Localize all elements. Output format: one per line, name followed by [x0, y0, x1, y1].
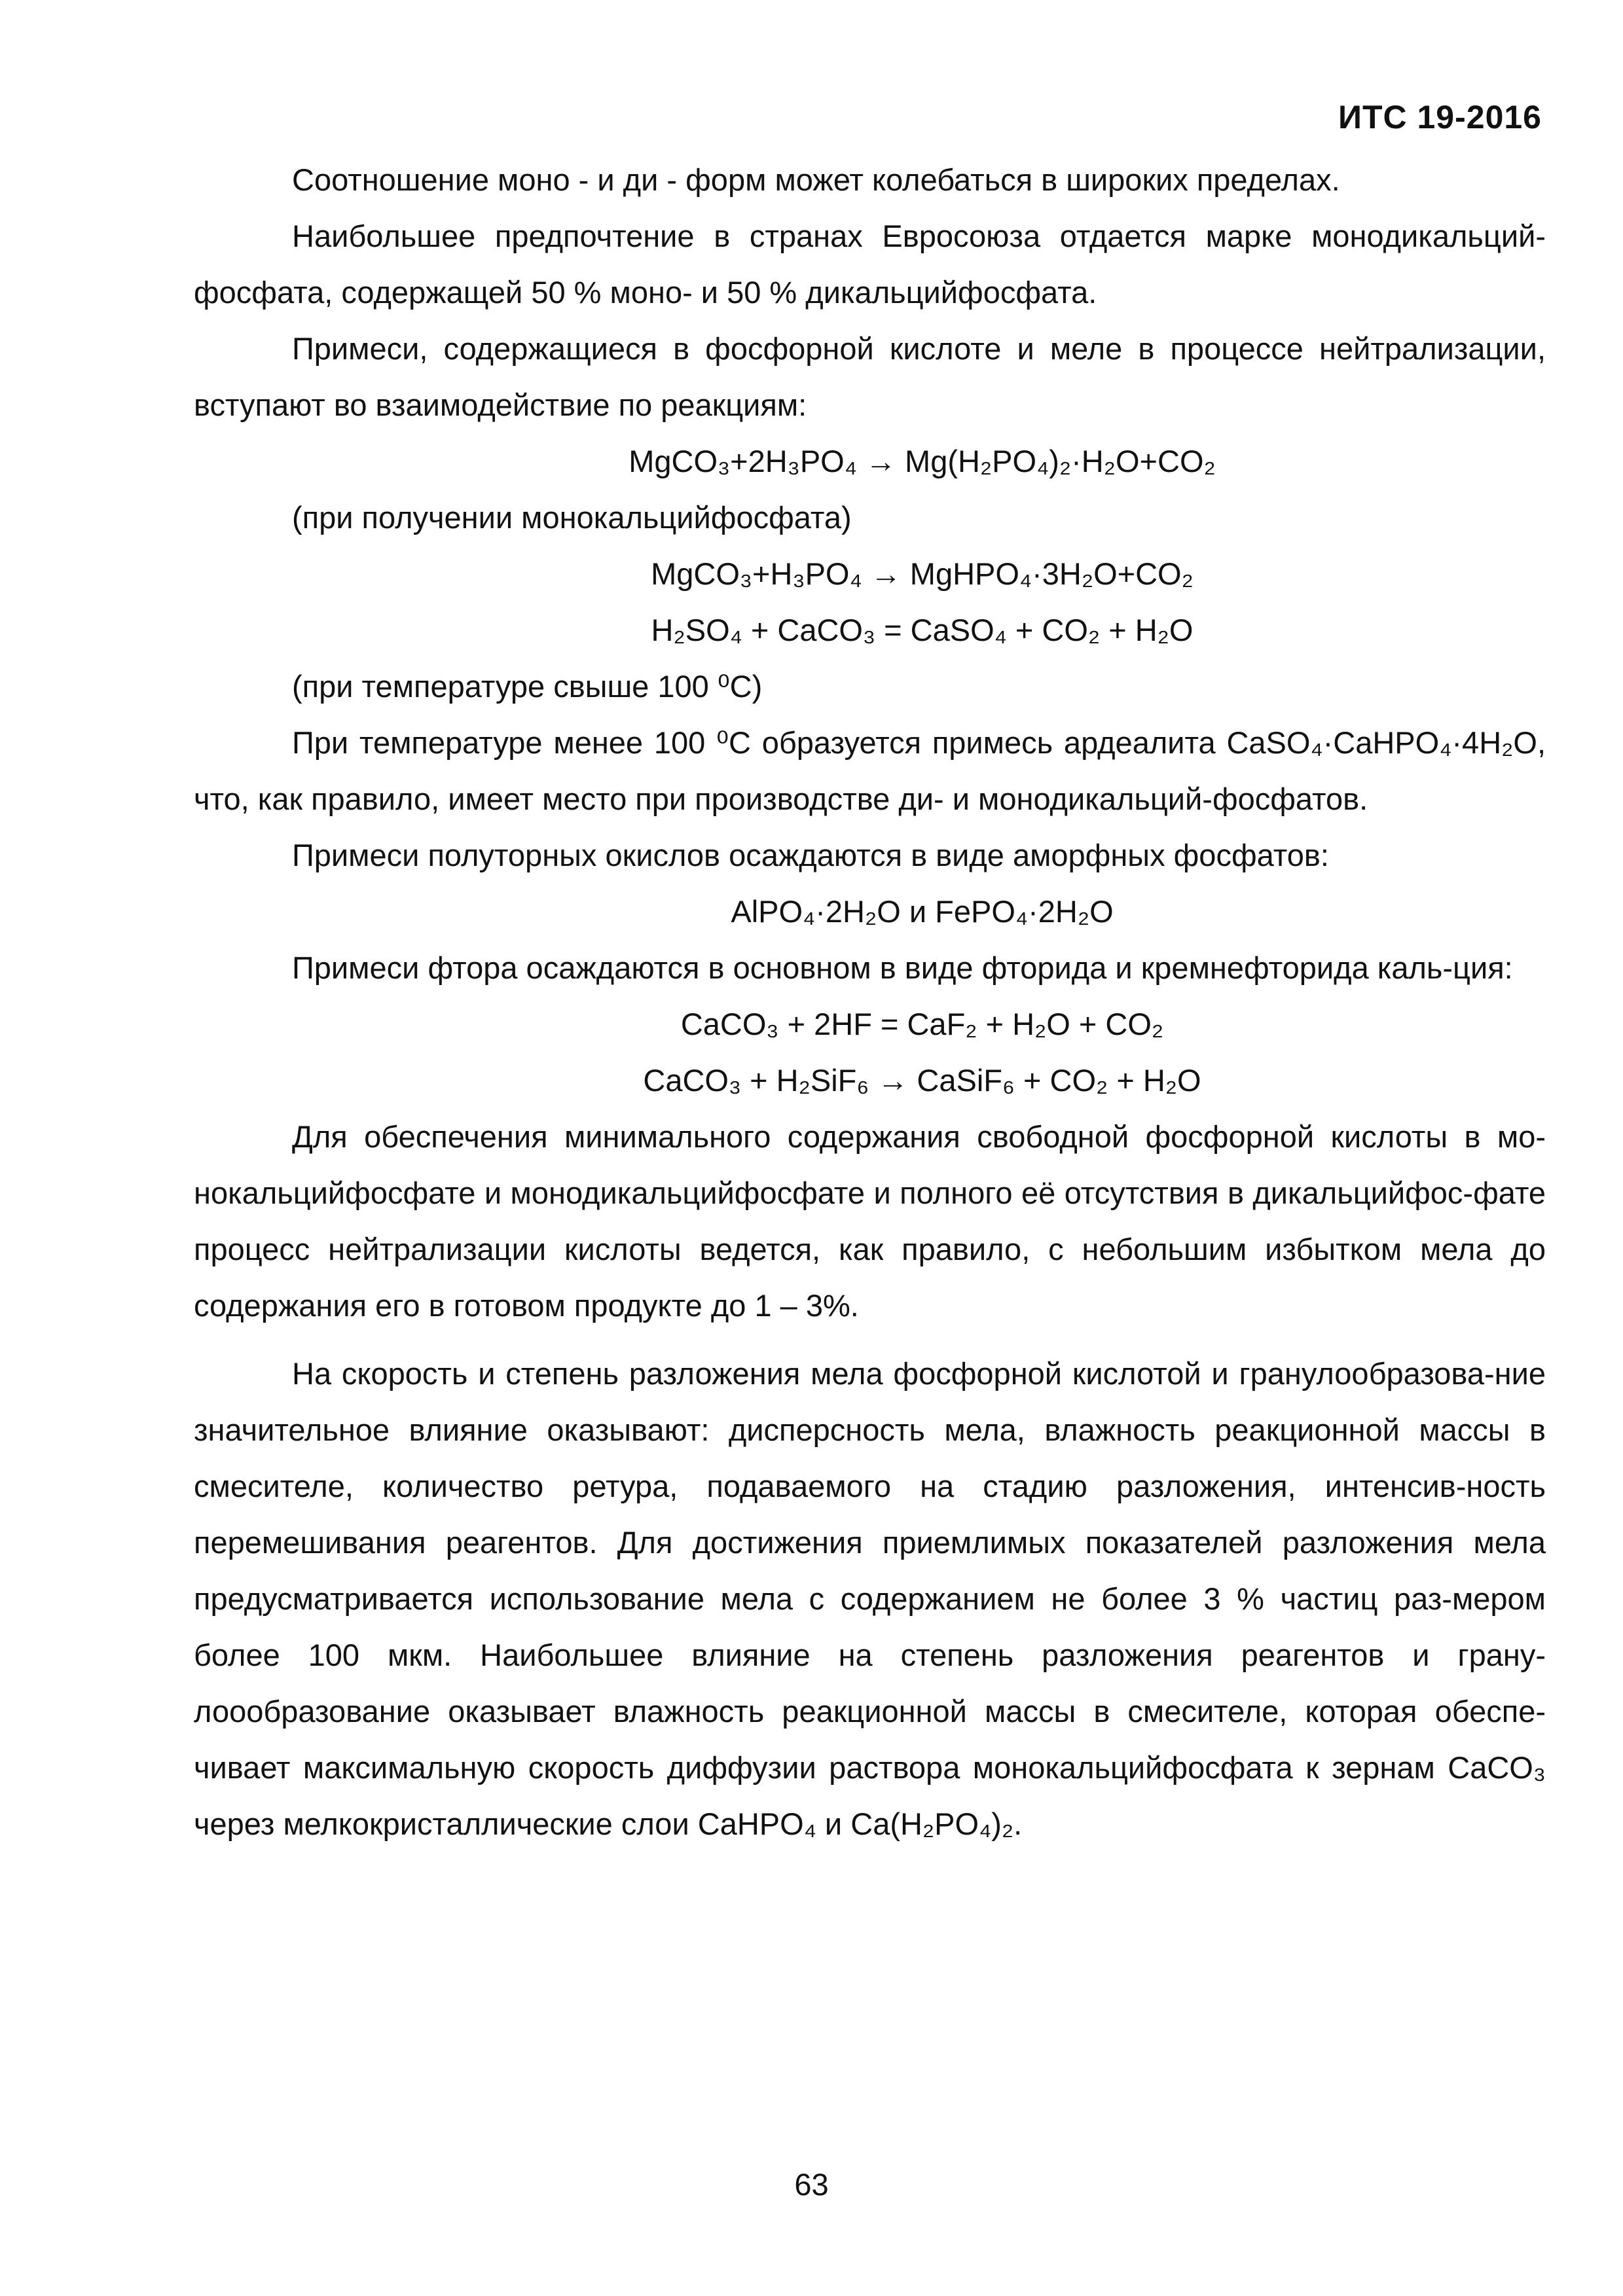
- paragraph-ardealite: При температуре менее 100 ⁰С образуется примесь ардеалита CaSO₄·CaHPO₄·4H₂O, что, как правило, имеет место при производстве ди- и монодикальций-фосфатов.: [194, 725, 1546, 816]
- paragraph-impurities-intro: Примеси, содержащиеся в фосфорной кислоте и меле в процессе нейтрализации, вступают во взаимодействие по реакциям:: [194, 331, 1546, 422]
- paragraph-temp-note: (при температуре свыше 100 ⁰С): [292, 669, 763, 704]
- paragraph-form-ratio: Соотношение моно - и ди - форм может колебаться в широких пределах.: [292, 162, 1340, 197]
- paragraph-eu-preference: Наибольшее предпочтение в странах Евросоюза отдается марке монодикальций-фосфата, содержащей 50 % моно- и 50 % дикальцийфосфата.: [194, 219, 1546, 310]
- page-number: 63: [794, 2167, 829, 2202]
- formula-caco3-h2sif6: CaCO₃ + H₂SiF₆ → CaSiF₆ + CO₂ + H₂O: [643, 1063, 1201, 1098]
- formula-amorphous-phosphates: AlPO₄·2H₂O и FePO₄·2H₂O: [731, 894, 1114, 929]
- formula-caco3-hf: CaCO₃ + 2HF = CaF₂ + H₂O + CO₂: [680, 1007, 1164, 1041]
- formula-h2so4-caco3: H₂SO₄ + CaCO₃ = CaSO₄ + CO₂ + H₂O: [651, 613, 1194, 647]
- formula-mgco3-h3po4-di: MgCO₃+H₃PO₄ → MgHPO₄·3H₂O+CO₂: [651, 556, 1194, 591]
- document-code: ИТС 19-2016: [1338, 99, 1542, 135]
- paragraph-sesquioxides: Примеси полуторных окислов осаждаются в виде аморфных фосфатов:: [292, 838, 1329, 872]
- page-body: [194, 152, 1546, 1852]
- paragraph-free-acid: Для обеспечения минимального содержания свободной фосфорной кислоты в мо-нокальцийфосфате и монодикальцийфосфате и полного её отсутствия в дикальцийфос-фате процесс нейтрализации кислоты ведется, как правило, с небольшим избытком мела до содержания его в готовом продукте до 1 – 3%.: [194, 1119, 1546, 1323]
- paragraph-mono-note: (при получении монокальцийфосфата): [292, 500, 852, 535]
- paragraph-fluorine: Примеси фтора осаждаются в основном в виде фторида и кремнефторида каль-ция:: [292, 950, 1513, 985]
- formula-mgco3-h3po4-mono: MgCO₃+2H₃PO₄ → Mg(H₂PO₄)₂·H₂O+CO₂: [629, 444, 1216, 478]
- paragraph-decomposition-rate: На скорость и степень разложения мела фосфорной кислотой и гранулообразова-ние значительное влияние оказывают: дисперсность мела, влажность реакционной массы в смесителе, количество ретура, подаваемого на стадию разложения, интенсив-ность перемешивания реагентов. Для достижения приемлимых показателей разложения мела предусматривается использование мела с содержанием не более 3 % частиц раз-мером более 100 мкм. Наибольшее влияние на степень разложения реагентов и грану-лоообразование оказывает влажность реакционной массы в смесителе, которая обеспе-чивает максимальную скорость диффузии раствора монокальцийфосфата к зернам CaCO₃ через мелкокристаллические слои CaHPO₄ и Ca(H₂PO₄)₂.: [194, 1356, 1546, 1841]
